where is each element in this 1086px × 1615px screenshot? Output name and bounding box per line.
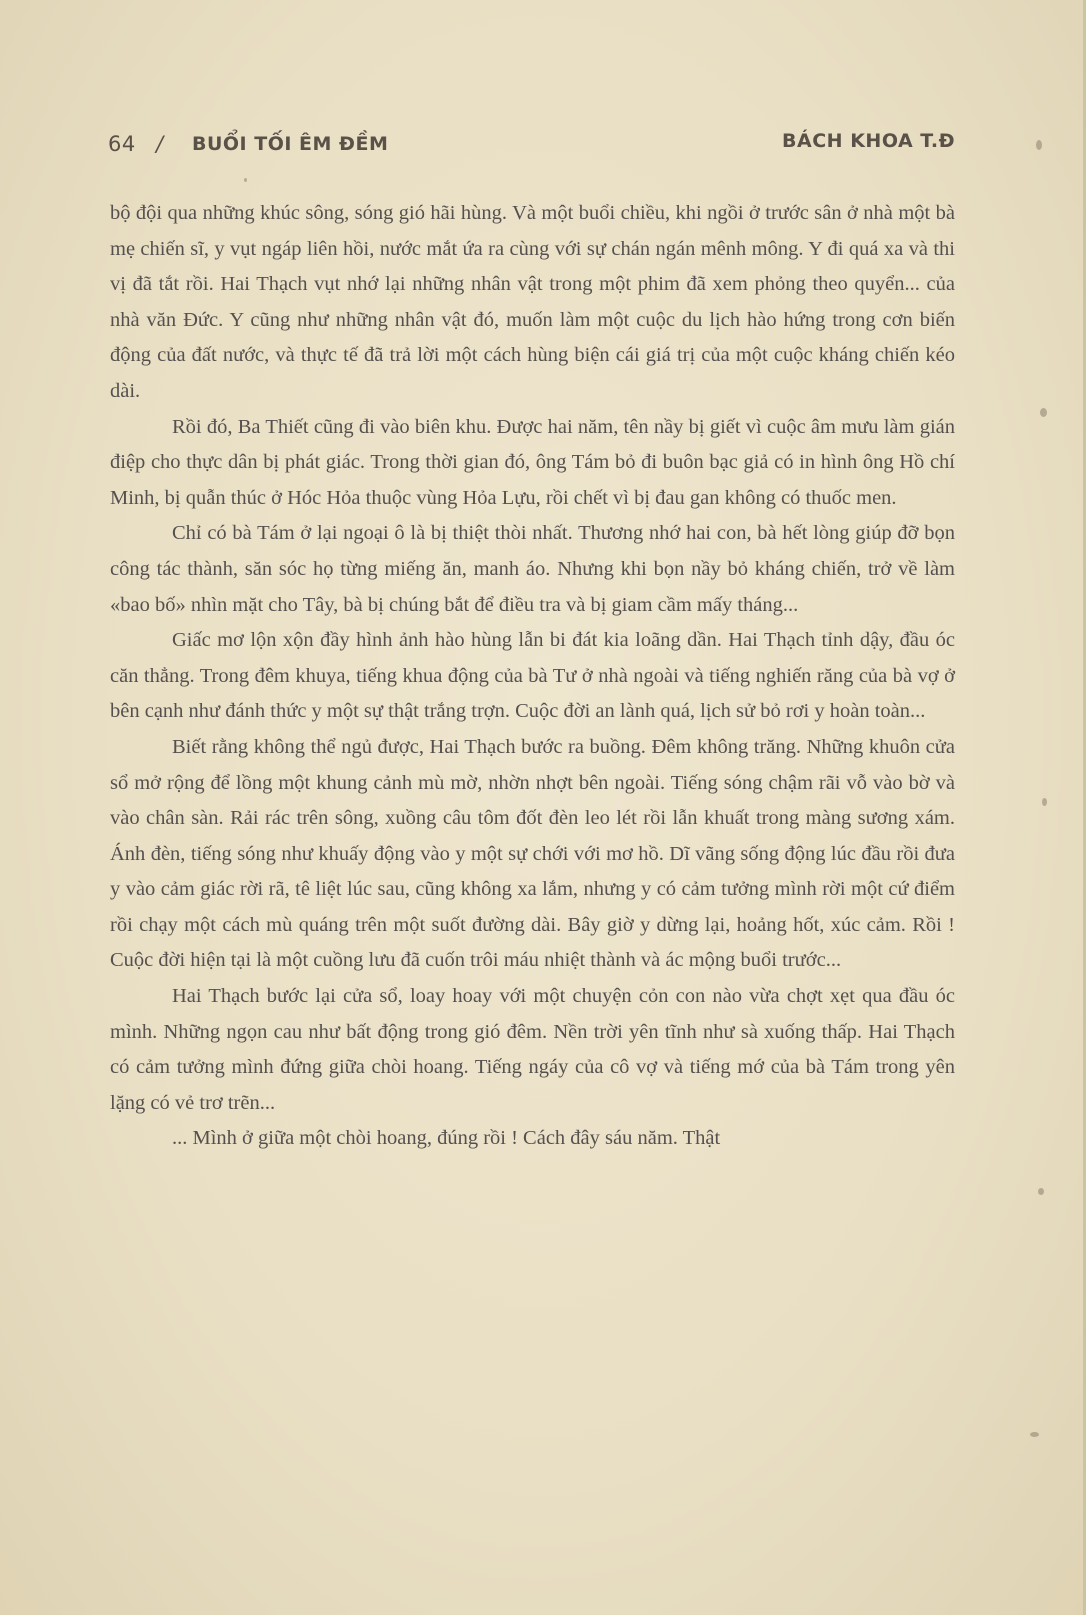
paper-speck — [1038, 1188, 1044, 1195]
paragraph: Giấc mơ lộn xộn đầy hình ảnh hào hùng lẫn bi đát kia loãng dần. Hai Thạch tỉnh dậy, đầu óc căn thẳng. Trong đêm khuya, tiếng khua động của bà Tư ở nhà ngoài và tiếng nghiến răng của bà vợ ở bên cạnh như đánh thức y một sự thật trắng trợn. Cuộc đời an lành quá, lịch sử bỏ rơi y hoàn toàn... — [110, 629, 955, 723]
paper-speck — [1040, 408, 1047, 417]
section-title: BUỔI TỐI ÊM ĐỀM — [192, 133, 389, 155]
page-number: 64 — [108, 132, 136, 156]
paragraph: Biết rằng không thể ngủ được, Hai Thạch bước ra buồng. Đêm không trăng. Những khuôn cửa sổ mở rộng để lồng một khung cảnh mù mờ, nhờn nhợt bên ngoài. Tiếng sóng chậm rãi vỗ vào bờ và vào chân sàn. Rải rác trên sông, xuồng câu tôm đốt đèn leo lét rồi lẫn khuất trong màng sương xám. Ánh đèn, tiếng sóng như khuấy động vào y một sự chới với mơ hồ. Dĩ vãng sống động lúc đầu rồi đưa y vào cảm giác rời rã, tê liệt lúc sau, cũng không xa lắm, nhưng y có cảm tưởng mình rời một cứ điểm rồi chạy một cách mù quáng trên một suốt đường dài. Bây giờ y dừng lại, hoảng hốt, xúc cảm. Rồi ! Cuộc đời hiện tại là một cuồng lưu đã cuốn trôi máu nhiệt thành và ác mộng buổi trước... — [110, 735, 955, 972]
paper-speck — [1036, 140, 1042, 150]
paragraph: ... Mình ở giữa một chòi hoang, đúng rồi ! Cách đây sáu năm. Thật — [172, 1127, 721, 1150]
paragraph: bộ đội qua những khúc sông, sóng gió hãi hùng. Và một buổi chiều, khi ngồi ở trước sân ở nhà một bà mẹ chiến sĩ, y vụt ngáp liên hồi, nước mắt ứa ra cùng với sự chán ngán mênh mông. Y đi quá xa và thi vị đã tắt rồi. Hai Thạch vụt nhớ lại những nhân vật trong một phim đã xem phỏng theo quyển... của nhà văn Đức. Y cũng như những nhân vật đó, muốn làm một cuộc du lịch hào hứng trong cơn biến động của đất nước, và thực tế đã trả lời một cách hùng biện cái giá trị của một cuộc kháng chiến kéo dài. — [110, 202, 955, 402]
body-text — [110, 196, 955, 1157]
paper-speck — [1042, 798, 1047, 806]
running-header — [108, 128, 955, 164]
paragraph: Rồi đó, Ba Thiết cũng đi vào biên khu. Được hai năm, tên nầy bị giết vì cuộc âm mưu làm gián điệp cho thực dân bị phát giác. Trong thời gian đó, ông Tám bỏ đi buôn bạc giả có in hình ông Hồ chí Minh, bị quẫn thúc ở Hóc Hỏa thuộc vùng Hỏa Lựu, rồi chết vì bị đau gan không có thuốc men. — [110, 415, 955, 509]
paragraph: Hai Thạch bước lại cửa sổ, loay hoay với một chuyện cỏn con nào vừa chợt xẹt qua đầu óc mình. Những ngọn cau như bất động trong gió đêm. Nền trời yên tĩnh như sà xuống thấp. Hai Thạch có cảm tưởng mình đứng giữa chòi hoang. Tiếng ngáy của cô vợ và tiếng mớ của bà Tám trong yên lặng có vẻ trơ trẽn... — [110, 985, 955, 1114]
journal-title: BÁCH KHOA T.Đ — [782, 130, 955, 152]
paper-speck — [1030, 1432, 1039, 1437]
paragraph: Chỉ có bà Tám ở lại ngoại ô là bị thiệt thòi nhất. Thương nhớ hai con, bà hết lòng giúp đỡ bọn công tác thành, săn sóc họ từng miếng ăn, manh áo. Nhưng khi bọn nầy bỏ kháng chiến, trở về làm «bao bố» nhìn mặt cho Tây, bà bị chúng bắt để điều tra và bị giam cầm mấy tháng... — [110, 522, 955, 616]
paper-speck — [244, 178, 247, 182]
header-separator: / — [156, 132, 164, 156]
